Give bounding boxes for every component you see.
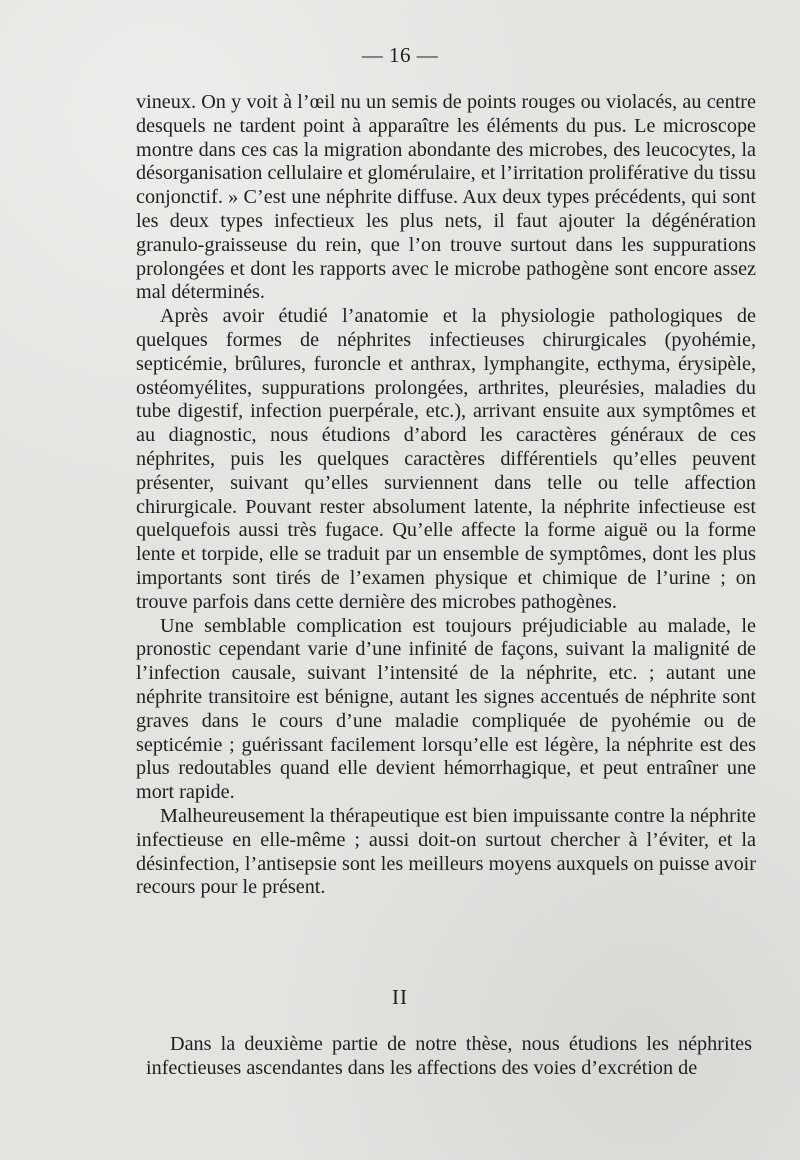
section-heading: II: [392, 985, 408, 1009]
body-paragraph-3: Une semblable complication est toujours préjudiciable au malade, le pronostic cependant varie d’une infinité de façons, suivant la malignité de l’infection causale, suivant l’intensité de la néphrite, etc. ; autant une néphrite transitoire est bénigne, autant les signes accentués de néphrite sont graves dans le cours d’une maladie compliquée de pyohémie ou de septicémie ; guérissant facilement lorsqu’elle est légère, la néphrite est des plus redoutables quand elle devient hémorrhagique, et peut entraîner une mort rapide.: [136, 614, 756, 804]
body-paragraph-1: vineux. On y voit à l’œil nu un semis de points rouges ou violacés, au centre desquels ne tardent point à apparaître les éléments du pus. Le microscope montre dans ces cas la migration abondante des microbes, des leucocytes, la désorganisation cellulaire et glomérulaire, et l’irritation proliférative du tissu conjonctif. » C’est une néphrite diffuse. Aux deux types précédents, qui sont les deux types infectieux les plus nets, il faut ajouter la dégénération granulo-graisseuse du rein, que l’on trouve surtout dans les suppurations prolongées et dont les rapports avec le microbe pathogène sont encore assez mal déterminés.: [136, 91, 756, 304]
page-body: [136, 91, 756, 900]
page-number: — 16 —: [361, 43, 439, 67]
section-paragraph: Dans la deuxième partie de notre thèse, nous étudions les néphrites infectieuses ascendantes dans les affections des voies d’excrétion de: [146, 1033, 752, 1079]
body-paragraph-2: Après avoir étudié l’anatomie et la physiologie pathologiques de quelques formes de néphrites infectieuses chirurgicales (pyohémie, septicémie, brûlures, furoncle et anthrax, lymphangite, ecthyma, érysipèle, ostéomyélites, suppurations prolongées, arthrites, pleurésies, maladies du tube digestif, infection puerpérale, etc.), arrivant ensuite aux symptômes et au diagnostic, nous étudions d’abord les caractères généraux de ces néphrites, puis les quelques caractères différentiels qu’elles peuvent présenter, suivant qu’elles surviennent dans telle ou telle affection chirurgicale. Pouvant rester absolument latente, la néphrite infectieuse est quelquefois aussi très fugace. Qu’elle affecte la forme aiguë ou la forme lente et torpide, elle se traduit par un ensemble de symptômes, dont les plus importants sont tirés de l’examen physique et chimique de l’urine ; on trouve parfois dans cette dernière des microbes pathogènes.: [136, 305, 756, 613]
body-paragraph-4: Malheureusement la thérapeutique est bien impuissante contre la néphrite infectieuse en elle-même ; aussi doit-on surtout chercher à l’éviter, et la désinfection, l’antisepsie sont les meilleurs moyens auxquels on puisse avoir recours pour le présent.: [136, 804, 756, 899]
